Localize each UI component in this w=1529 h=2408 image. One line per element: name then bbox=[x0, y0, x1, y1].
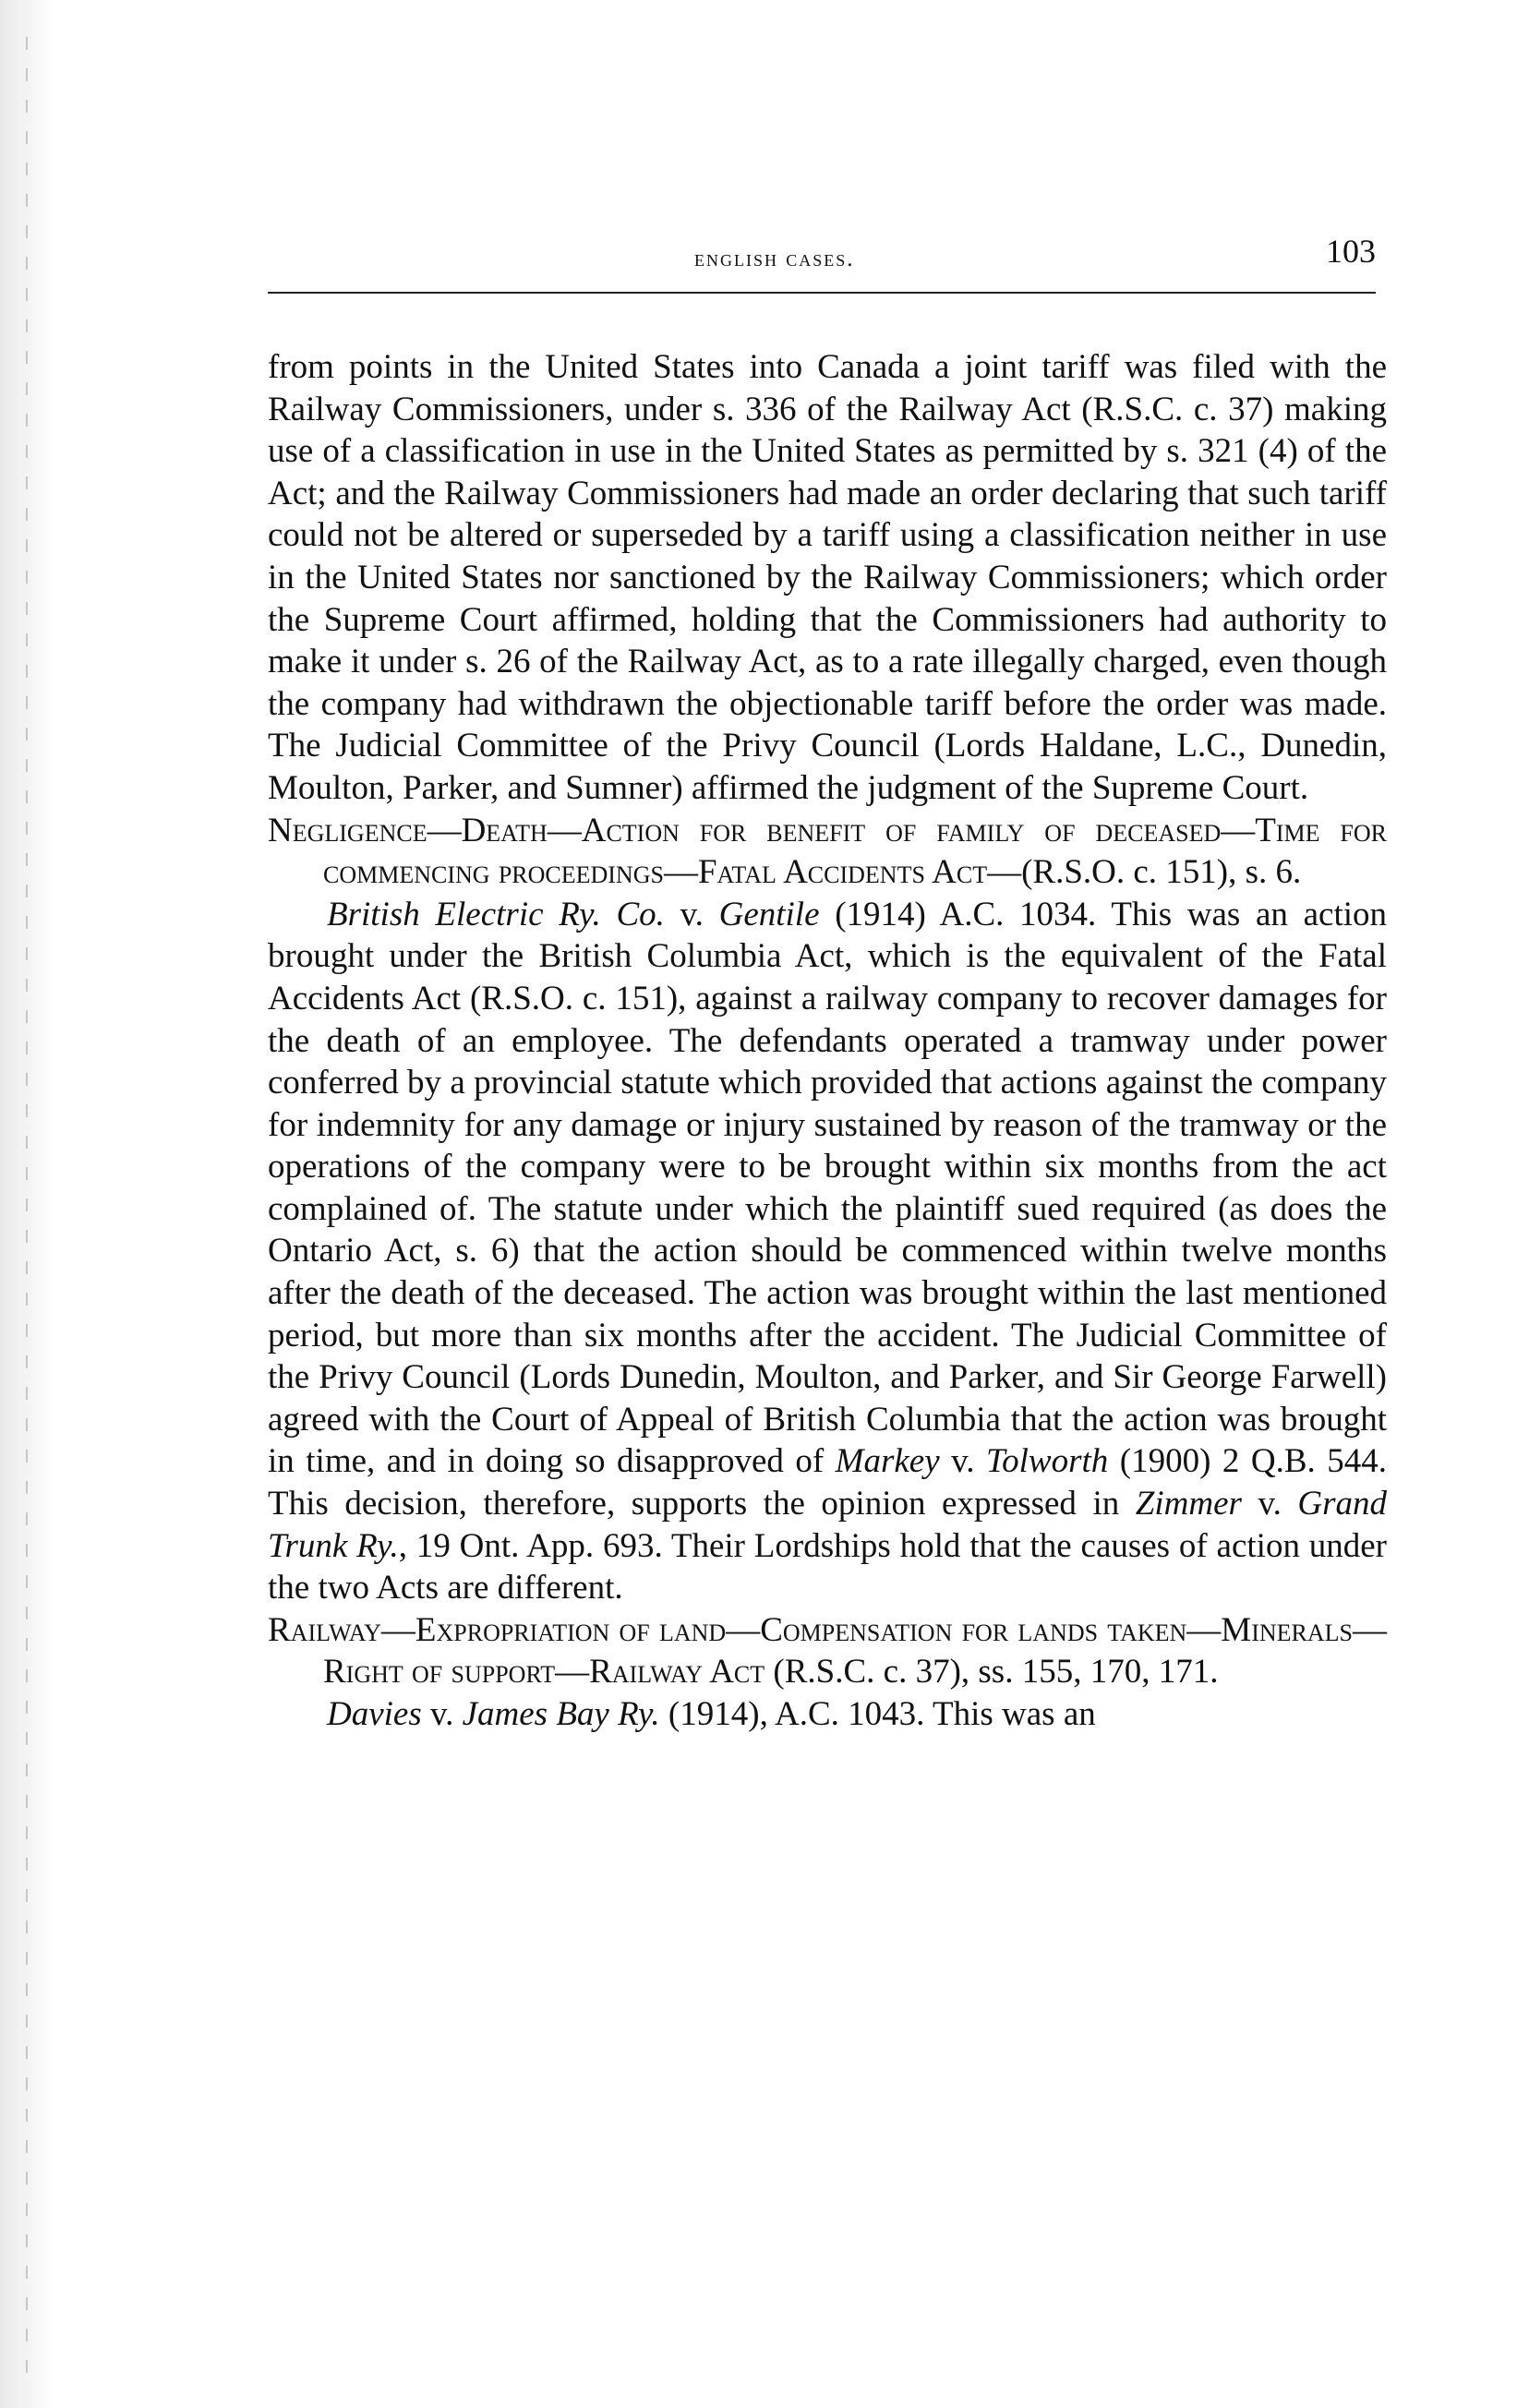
versus: v. bbox=[421, 1695, 463, 1733]
paragraph-british-electric bbox=[268, 894, 1387, 1609]
case-name: Grand Trunk Ry. bbox=[268, 1485, 1387, 1565]
section-heading-railway bbox=[268, 1609, 1387, 1693]
versus: v. bbox=[939, 1442, 986, 1481]
heading-citation: (R.S.O. c. 151), s. 6. bbox=[1021, 853, 1302, 892]
case-name: Davies bbox=[327, 1695, 422, 1733]
heading-caps: Railway—Expropriation of land—Compensation for lands taken—Minerals—Right of support—Railway Act bbox=[268, 1610, 1387, 1692]
case-name: Markey bbox=[835, 1442, 940, 1481]
case-name: British Electric Ry. Co. bbox=[327, 895, 665, 933]
page-header bbox=[268, 226, 1376, 291]
paragraph-text: , 19 Ont. App. 693. Their Lordships hold that the causes of action under the two Acts are different. bbox=[268, 1526, 1388, 1607]
paragraph-davies bbox=[268, 1693, 1387, 1736]
heading-citation: (R.S.C. c. 37), ss. 155, 170, 171. bbox=[764, 1653, 1219, 1692]
paragraph-text: (1914), A.C. 1043. This was an bbox=[659, 1695, 1096, 1733]
paragraph-text: (1900) 2 Q.B. 544. This decision, therefore, supports the opinion expressed in bbox=[268, 1442, 1387, 1523]
body-text bbox=[268, 346, 1387, 1736]
case-name: Zimmer bbox=[1135, 1485, 1242, 1523]
case-name: Tolworth bbox=[985, 1442, 1109, 1481]
heading-caps: Negligence—Death—Action for benefit of family of deceased—Time for commencing proceedings—Fatal Accidents Act— bbox=[268, 811, 1387, 892]
section-heading-negligence bbox=[268, 810, 1387, 894]
paragraph-continued: from points in the United States into Canada a joint tariff was filed with the Railway Commissioners, under s. 336 of the Railway Act (R.S.C. c. 37) making use of a classification in use in the United States as permitted by s. 321 (4) of the Act; and the Railway Commissioners had made an order declaring that such tariff could not be altered or superseded by a tariff using a classification neither in use in the United States nor sanctioned by the Railway Commissioners; which order the Supreme Court affirmed, holding that the Commissioners had authority to make it under s. 26 of the Railway Act, as to a rate illegally charged, even though the company had withdrawn the objectionable tariff before the order was made. The Judicial Committee of the Privy Council (Lords Haldane, L.C., Dunedin, Moulton, Parker, and Sumner) affirmed the judgment of the Supreme Court. bbox=[268, 348, 1387, 807]
running-title: english cases. bbox=[694, 247, 855, 271]
page-edge-shadow bbox=[0, 0, 55, 2408]
paragraph-text: (1914) A.C. 1034. This was an action brought under the British Columbia Act, which is the equivalent of the Fatal Accidents Act (R.S.O. c. 151), against a railway company to recover damages for the death of an employee. The defendants operated a tramway under power conferred by a provincial statute which provided that actions against the company for indemnity for any damage or injury sustained by reason of the tramway or the operations of the company were to be brought within six months from the act complained of. The statute under which the plaintiff sued required (as does the Ontario Act, s. 6) that the action should be commenced within twelve months after the death of the deceased. The action was brought within the last mentioned period, but more than six months after the accident. The Judicial Committee of the Privy Council (Lords Dunedin, Moulton, and Parker, and Sir George Farwell) agreed with the Court of Appeal of British Columbia that the action was brought in time, and in doing so disapproved of bbox=[268, 895, 1388, 1481]
header-rule bbox=[268, 292, 1376, 294]
versus: v. bbox=[1241, 1485, 1298, 1523]
binding-margin-marks bbox=[26, 37, 28, 2382]
case-name: James Bay Ry. bbox=[462, 1695, 660, 1733]
versus: v. bbox=[664, 895, 719, 933]
page-number: 103 bbox=[1326, 233, 1376, 270]
case-name: Gentile bbox=[718, 895, 820, 933]
